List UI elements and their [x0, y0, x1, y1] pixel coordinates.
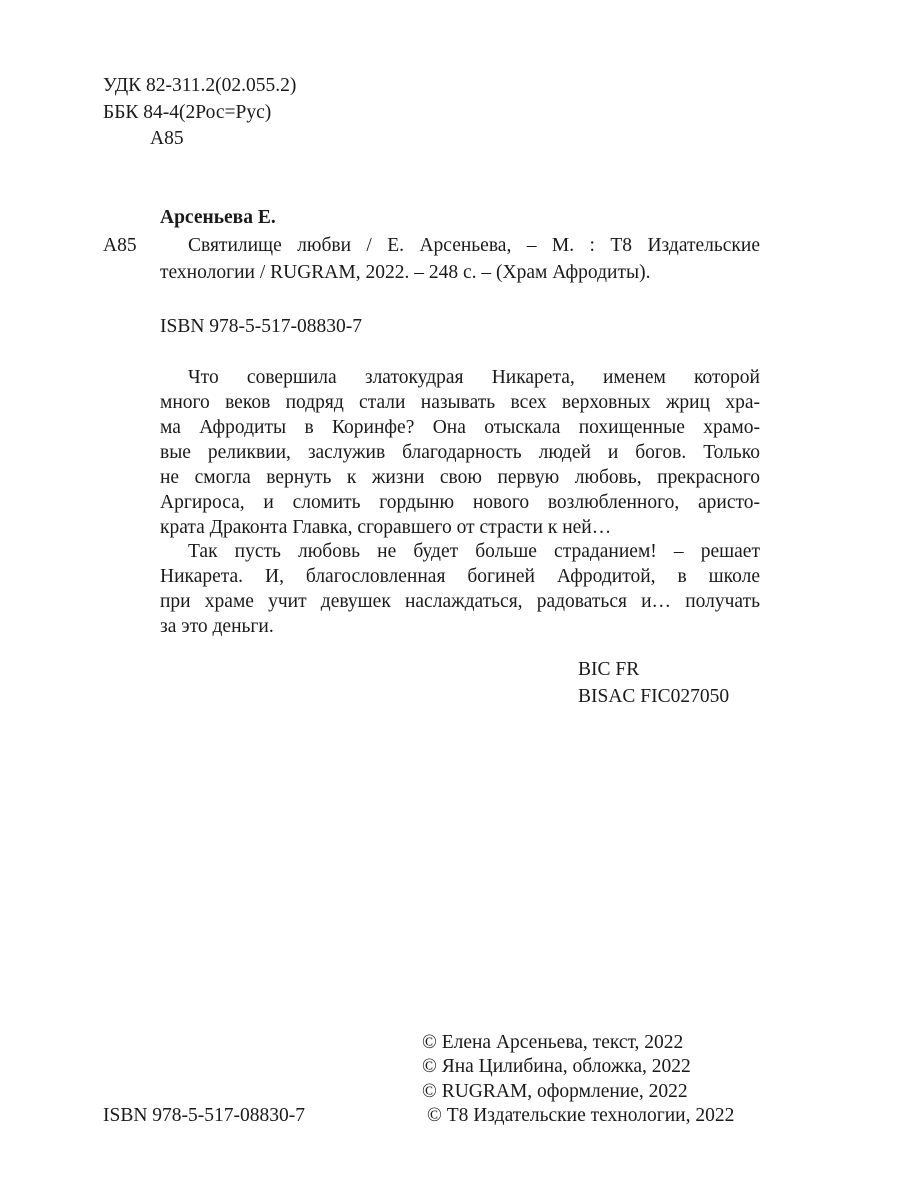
annotation-line: Так пусть любовь не будет больше страданием! – решает	[188, 541, 760, 562]
author-mark: А85	[150, 128, 184, 149]
annotation-line: Никарета. И, благословленная богиней Афродитой, в школе	[160, 566, 760, 587]
copyright-line: © RUGRAM, оформление, 2022	[422, 1081, 688, 1102]
annotation-line: за это деньги.	[160, 616, 274, 637]
annotation-line: при храме учит девушек наслаждаться, радоваться и… получать	[160, 591, 760, 612]
annotation-line: вые реликвии, заслужив благодарность людей и богов. Только	[160, 442, 760, 463]
annotation-line: крата Драконта Главка, сгоравшего от страсти к ней…	[160, 517, 612, 538]
copyright-line: © Яна Цилибина, обложка, 2022	[422, 1056, 691, 1077]
annotation-line: Что совершила златокудрая Никарета, именем которой	[188, 367, 760, 388]
record-author: Арсеньева Е.	[160, 207, 276, 228]
bic-code: BIC FR	[578, 659, 640, 680]
annotation-line: ма Афродиты в Коринфе? Она отыскала похищенные храмо-	[160, 417, 760, 438]
bbk-code: ББК 84-4(2Рос=Рус)	[103, 102, 272, 123]
record-line-2: технологии / RUGRAM, 2022. – 248 с. – (Храм Афродиты).	[160, 262, 651, 283]
record-isbn: ISBN 978-5-517-08830-7	[160, 316, 363, 337]
record-mark: А85	[103, 235, 137, 256]
udk-code: УДК 82-311.2(02.055.2)	[103, 75, 297, 96]
copyright-line: © Т8 Издательские технологии, 2022	[427, 1105, 735, 1126]
bisac-code: BISAC FIC027050	[578, 686, 730, 707]
copyright-line: © Елена Арсеньева, текст, 2022	[422, 1032, 684, 1053]
annotation-line: не смогла вернуть к жизни свою первую любовь, прекрасного	[160, 467, 760, 488]
record-line-1: Святилище любви / Е. Арсеньева, – М. : Т8 Издательские	[188, 235, 760, 256]
footer-isbn: ISBN 978-5-517-08830-7	[103, 1105, 306, 1126]
annotation-line: Аргироса, и сломить гордыню нового возлюбленного, аристо-	[160, 492, 760, 513]
annotation-line: много веков подряд стали называть всех верховных жриц хра-	[160, 392, 760, 413]
